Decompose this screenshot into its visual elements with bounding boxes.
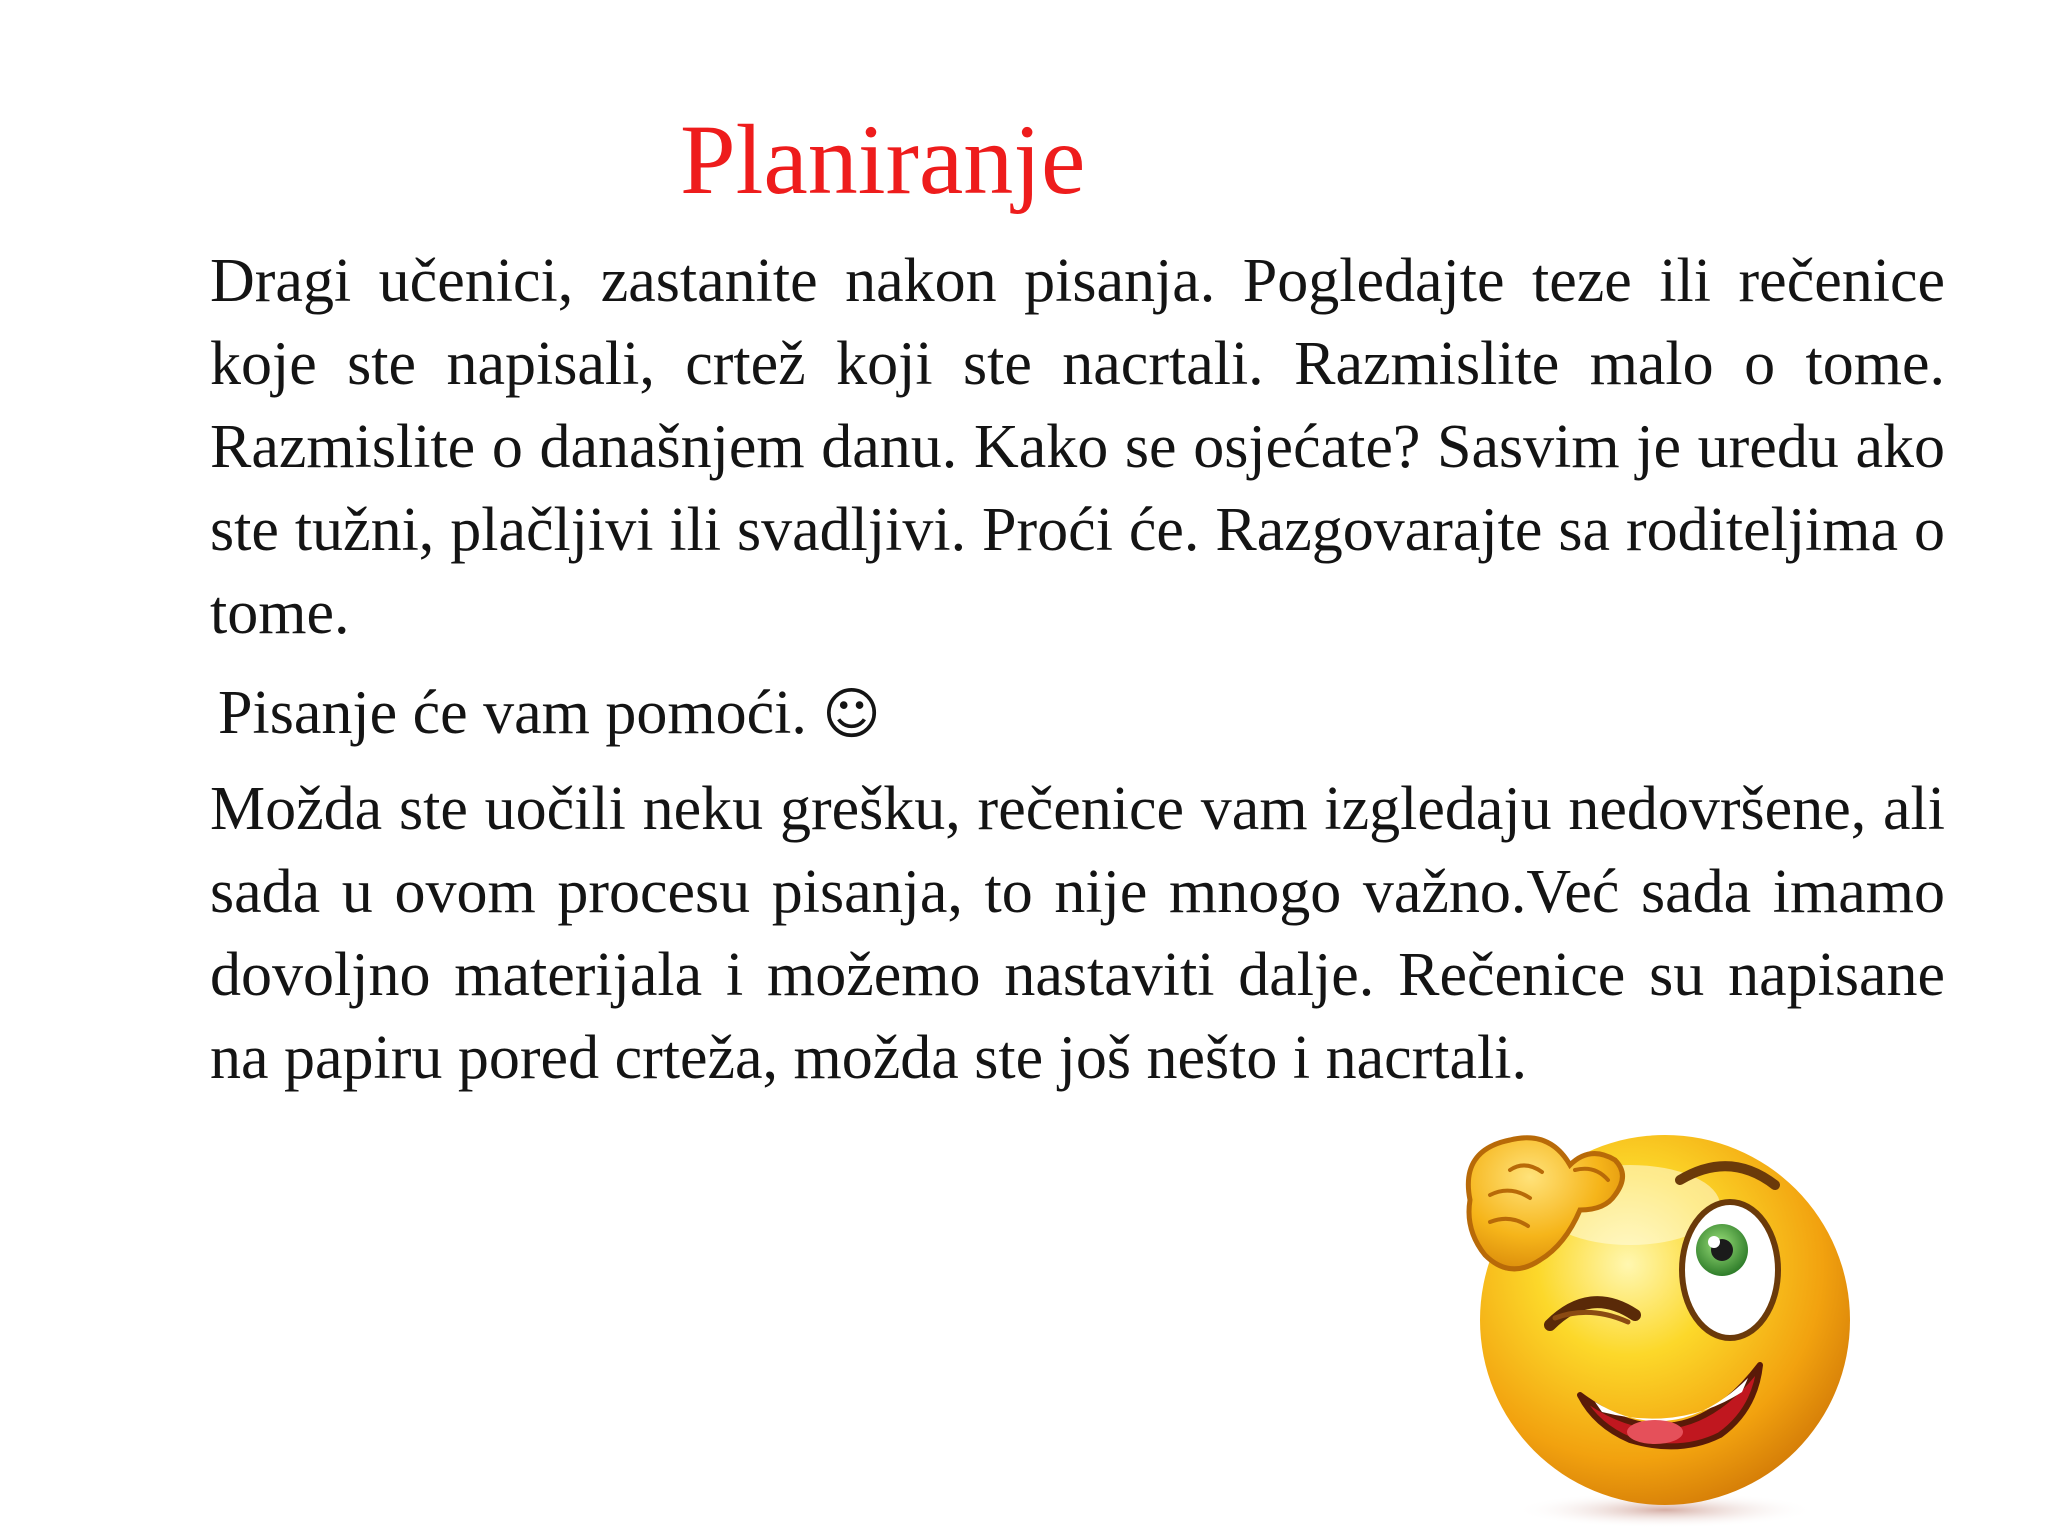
eye-glint [1708, 1236, 1720, 1248]
tongue [1627, 1420, 1683, 1444]
thinking-winking-smiley-icon [1430, 1110, 1870, 1530]
paragraph-encouragement-text: Pisanje će vam pomoći. [218, 679, 807, 747]
paragraph-reflection [210, 240, 1945, 655]
paragraph-encouragement [218, 672, 1953, 756]
paragraph-reflection-text: Dragi učenici, zastanite nakon pisanja. Pogledajte teze ili rečenice koje ste napisali, crtež koji ste nacrtali. Razmislite malo o tome. Razmislite o današnjem danu. Kako se osjećate? Sasvim je uredu ako ste tužni, plačljivi ili svadljivi. Proći će. Razgovarajte sa roditeljima o tome. [210, 247, 1945, 647]
paragraph-next-steps-text: Možda ste uočili neku grešku, rečenice vam izgledaju nedovršene, ali sada u ovom procesu pisanja, to nije mnogo važno.Već sada imamo dovoljno materijala i možemo nastaviti dalje. Rečenice su napisane na papiru pored crteža, možda ste još nešto i nacrtali. [210, 775, 1945, 1092]
smiley-icon: ☺ [822, 682, 881, 747]
slide-title: Planiranje [680, 104, 1086, 215]
paragraph-next-steps [210, 768, 1945, 1100]
